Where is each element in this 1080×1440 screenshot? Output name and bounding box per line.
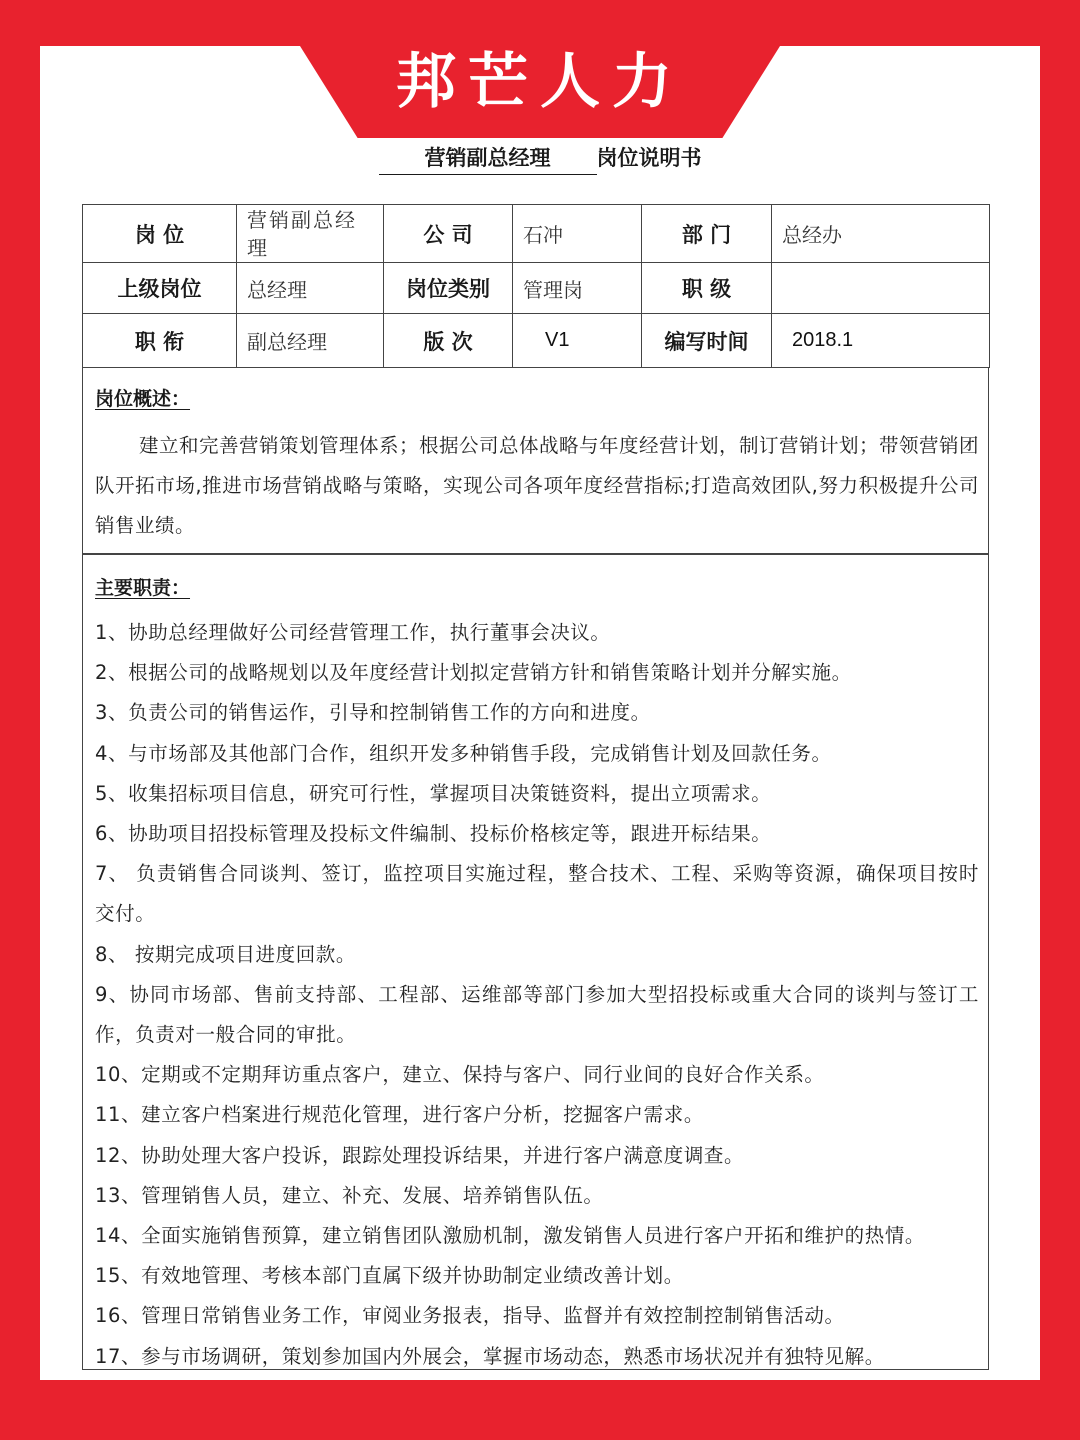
company-label: 公 司 (384, 205, 513, 263)
duties-section (82, 554, 989, 1370)
document-type: 岗位说明书 (596, 146, 702, 170)
position-label: 岗 位 (83, 205, 237, 263)
version-value: V1 (513, 314, 642, 368)
position-value: 营销副总经理 (237, 205, 384, 263)
summary-section (82, 368, 989, 554)
list-item: 7、 负责销售合同谈判、签订，监控项目实施过程，整合技术、工程、采购等资源，确保项目按时交付。 (95, 862, 979, 926)
summary-text: 建立和完善营销策划管理体系；根据公司总体战略与年度经营计划，制订营销计划；带领营销团队开拓市场,推进市场营销战略与策略，实现公司各项年度经营指标;打造高效团队,努力积极提升公司销售业绩。 (95, 434, 980, 537)
table-row (83, 263, 990, 314)
title-label: 职 衔 (83, 314, 237, 368)
version-label: 版 次 (384, 314, 513, 368)
title-value: 副总经理 (237, 314, 384, 368)
list-item: 11、建立客户档案进行规范化管理，进行客户分析，挖掘客户需求。 (95, 1103, 704, 1127)
date-value: 2018.1 (772, 314, 990, 368)
brand-logo-text: 邦芒人力 (396, 47, 684, 117)
list-item: 3、负责公司的销售运作，引导和控制销售工作的方向和进度。 (95, 701, 651, 725)
list-item: 15、有效地管理、考核本部门直属下级并协助制定业绩改善计划。 (95, 1264, 684, 1288)
duty-list (95, 613, 979, 1377)
company-value: 石冲 (513, 205, 642, 263)
table-row (83, 314, 990, 368)
superior-label: 上级岗位 (83, 263, 237, 314)
list-item: 6、协助项目招投标管理及投标文件编制、投标价格核定等，跟进开标结果。 (95, 822, 772, 846)
list-item: 10、定期或不定期拜访重点客户，建立、保持与客户、同行业间的良好合作关系。 (95, 1063, 825, 1087)
list-item: 12、协助处理大客户投诉，跟踪处理投诉结果，并进行客户满意度调查。 (95, 1143, 745, 1167)
list-item: 13、管理销售人员，建立、补充、发展、培养销售队伍。 (95, 1183, 604, 1207)
list-item: 4、与市场部及其他部门合作，组织开发多种销售手段，完成销售计划及回款任务。 (95, 741, 832, 765)
list-item: 16、管理日常销售业务工作，审阅业务报表，指导、监督并有效控制控制销售活动。 (95, 1304, 845, 1328)
list-item: 14、全面实施销售预算，建立销售团队激励机制，激发销售人员进行客户开拓和维护的热情。 (95, 1224, 926, 1248)
job-info-table (82, 204, 990, 368)
date-label: 编写时间 (642, 314, 772, 368)
document-title (0, 142, 1080, 175)
department-value: 总经办 (772, 205, 990, 263)
list-item: 5、收集招标项目信息，研究可行性，掌握项目决策链资料，提出立项需求。 (95, 781, 772, 805)
list-item: 17、参与市场调研，策划参加国内外展会，掌握市场动态，熟悉市场状况并有独特见解。 (95, 1344, 885, 1368)
category-label: 岗位类别 (384, 263, 513, 314)
category-value: 管理岗 (513, 263, 642, 314)
document-job-title: 营销副总经理 (379, 142, 597, 175)
grade-label: 职 级 (642, 263, 772, 314)
superior-value: 总经理 (237, 263, 384, 314)
list-item: 9、协同市场部、售前支持部、工程部、运维部等部门参加大型招投标或重大合同的谈判与签订工作，负责对一般合同的审批。 (95, 982, 979, 1047)
list-item: 2、根据公司的战略规划以及年度经营计划拟定营销方针和销售策略计划并分解实施。 (95, 661, 852, 685)
list-item: 8、 按期完成项目进度回款。 (95, 942, 357, 966)
summary-heading: 岗位概述： (95, 388, 191, 410)
grade-value (772, 263, 990, 314)
duties-heading: 主要职责： (95, 577, 191, 599)
table-row (83, 205, 990, 263)
list-item: 1、协助总经理做好公司经营管理工作，执行董事会决议。 (95, 621, 611, 644)
department-label: 部 门 (642, 205, 772, 263)
